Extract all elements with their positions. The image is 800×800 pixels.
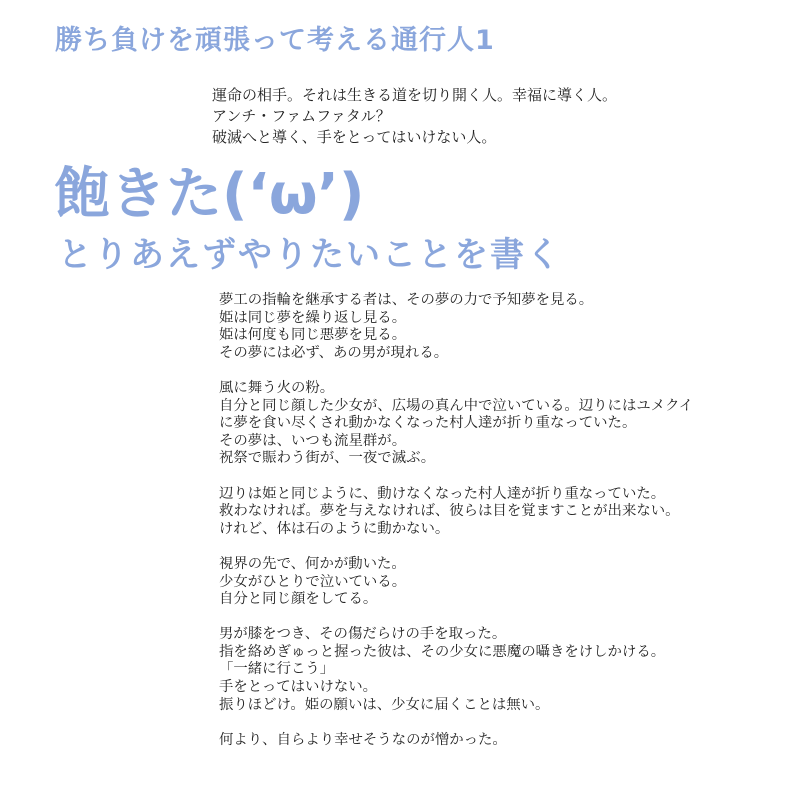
- story-line: その夢には必ず、あの男が現れる。: [219, 344, 449, 361]
- story-line: 振りほどけ。姫の願いは、少女に届くことは無い。: [219, 696, 550, 713]
- story-line: 視界の先で、何かが動いた。: [219, 555, 406, 572]
- story-line: 夢工の指輪を継承する者は、その夢の力で予知夢を見る。: [219, 292, 594, 308]
- story-paragraph: [219, 626, 789, 714]
- intro-line: 破滅へと導く、手をとってはいけない人。: [212, 128, 497, 146]
- story-line: その夢は、いつも流星群が。: [219, 432, 407, 449]
- story-body: [219, 292, 789, 767]
- section-heading: 飽きた(‘ω’): [54, 162, 365, 227]
- page-title: 勝ち負けを頑張って考える通行人1: [55, 25, 495, 56]
- story-line: 姫は何度も同じ悪夢を見る。: [219, 327, 407, 344]
- story-line: に夢を食い尽くされ動かなくなった村人達が折り重なっていた。: [219, 415, 637, 432]
- story-line: 「一緒に行こう」: [219, 661, 335, 678]
- story-line: 男が膝をつき、その傷だらけの手を取った。: [219, 626, 507, 643]
- intro-line: 運命の相手。それは生きる道を切り開く人。幸福に導く人。: [212, 86, 618, 104]
- story-line: 祝祭で賑わう街が、一夜で滅ぶ。: [219, 450, 436, 467]
- section-subheading: とりあえずやりたいことを書く: [58, 235, 562, 275]
- story-line: けれど、体は石のように動かない。: [219, 520, 450, 537]
- story-line: 風に舞う火の粉。: [219, 379, 335, 396]
- intro-line: アンチ・ファムファタル？: [212, 107, 391, 125]
- story-line: 手をとってはいけない。: [219, 679, 378, 696]
- story-line: 自分と同じ顔した少女が、広場の真ん中で泣いている。辺りにはユメクイ: [219, 397, 694, 414]
- intro-text: [212, 85, 772, 148]
- story-paragraph: [219, 732, 789, 750]
- story-line: 何より、自らより幸せそうなのが憎かった。: [219, 731, 507, 748]
- story-paragraph: [219, 556, 789, 609]
- story-line: 指を絡めぎゅっと握った彼は、その少女に悪魔の囁きをけしかける。: [219, 643, 666, 660]
- story-line: 姫は同じ夢を繰り返し見る。: [219, 309, 407, 326]
- story-line: 辺りは姫と同じように、動けなくなった村人達が折り重なっていた。: [219, 485, 666, 502]
- story-line: 自分と同じ顔をしてる。: [219, 591, 378, 608]
- story-line: 救わなければ。夢を与えなければ、彼らは目を覚ますことが出来ない。: [219, 503, 680, 520]
- story-paragraph: [219, 292, 789, 362]
- story-paragraph: [219, 486, 789, 539]
- story-paragraph: [219, 380, 789, 468]
- story-line: 少女がひとりで泣いている。: [219, 573, 407, 590]
